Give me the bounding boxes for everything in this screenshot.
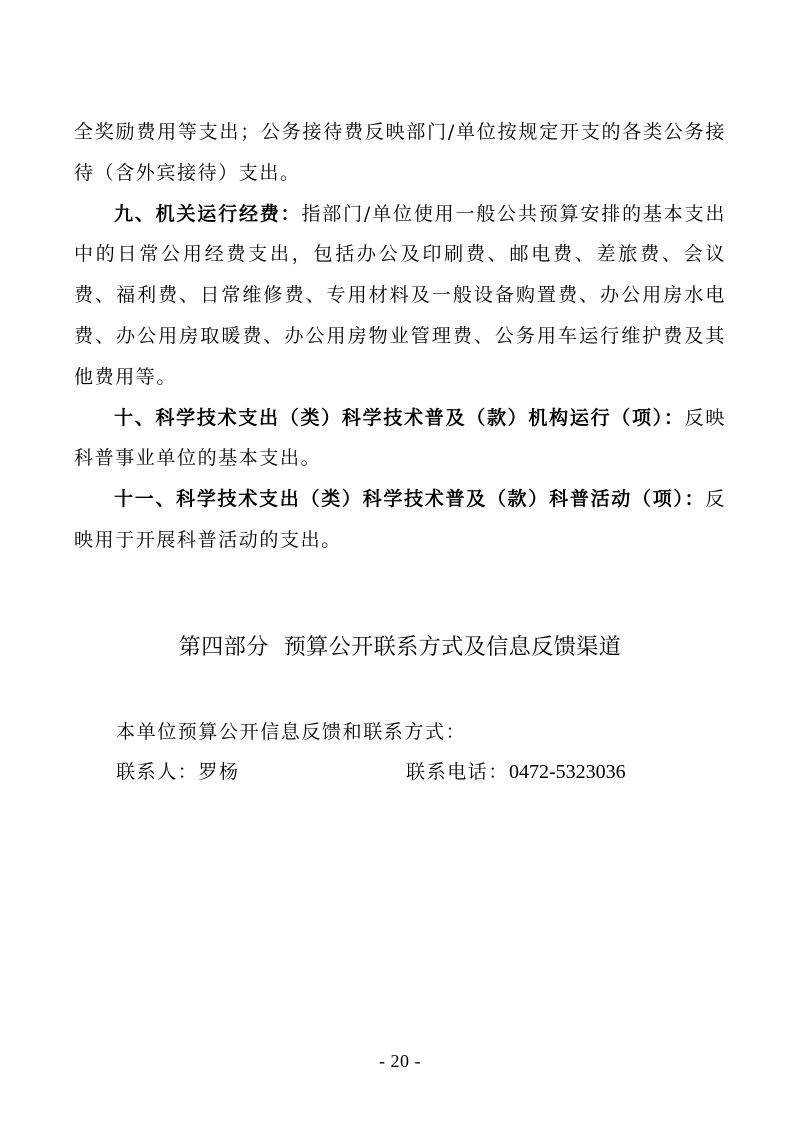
- contact-phone-label: 联系电话：: [406, 761, 510, 783]
- contact-person-name: 罗杨: [198, 761, 240, 783]
- section-heading: 第四部分 预算公开联系方式及信息反馈渠道: [178, 635, 622, 660]
- term-heading: 十一、科学技术支出（类）科学技术普及（款）科普活动（项）：: [114, 488, 706, 511]
- contact-intro: 本单位预算公开信息反馈和联系方式：: [116, 721, 467, 743]
- paragraph-text: 全奖励费用等支出；公务接待费反映部门/单位按规定开支的各类公务接待（含外宾接待）支出。: [74, 121, 726, 184]
- paragraph-reception-expense: [74, 112, 726, 194]
- paragraph-science-activity: [74, 479, 726, 561]
- paragraph-text: 反映科普事业单位的基本支出。: [74, 406, 726, 470]
- paragraph-operating-expenses: [74, 194, 726, 398]
- contact-phone-number: 0472-5323036: [509, 761, 626, 783]
- page-number: - 20 -: [379, 1051, 421, 1071]
- term-heading: 十、科学技术支出（类）科学技术普及（款）机构运行（项）：: [114, 406, 685, 429]
- contact-person-label: 联系人：: [116, 761, 199, 783]
- term-heading: 九、机关运行经费：: [114, 202, 302, 225]
- paragraph-text: 指部门/单位使用一般公共预算安排的基本支出中的日常公用经费支出，包括办公及印刷费、邮电费、差旅费、会议费、福利费、日常维修费、专用材料及一般设备购置费、办公用房水电费、办公用房取暖费、办公用房物业管理费、公务用车运行维护费及其他费用等。: [74, 202, 726, 388]
- contact-phone: [406, 752, 626, 792]
- paragraph-text: 反映用于开展科普活动的支出。: [74, 488, 726, 551]
- body-text: [74, 112, 726, 561]
- contact-person: [116, 752, 240, 792]
- paragraph-science-institution: [74, 398, 726, 480]
